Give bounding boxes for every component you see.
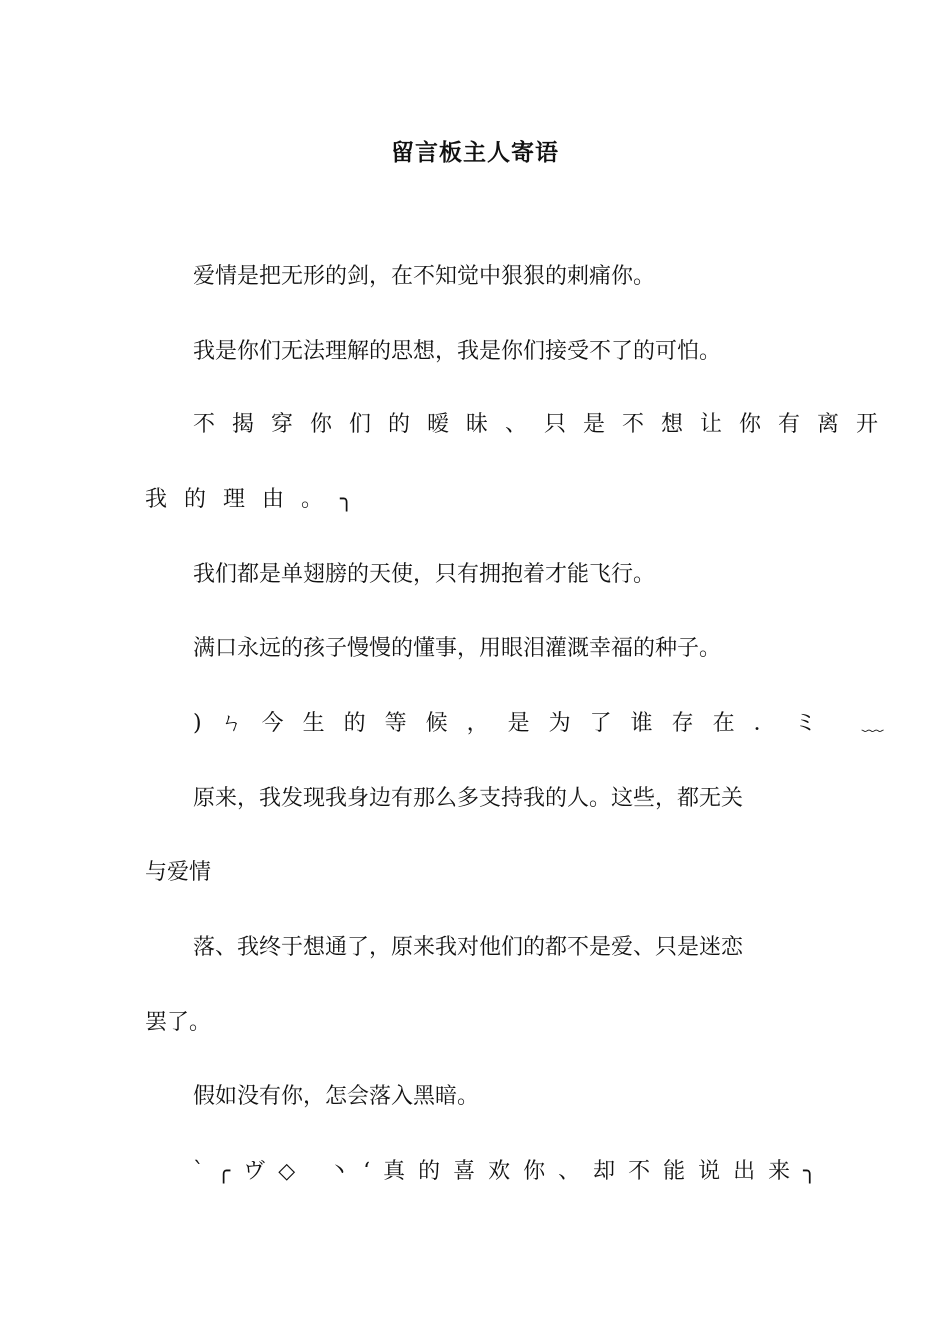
text-line: )ㄣ今生的等候，是为了谁存在．ミ ﹏ (193, 711, 903, 736)
text-line: 假如没有你，怎会落入黑暗。 (193, 1084, 480, 1109)
text-line: ˋ╭ヴ◇ 丶‘真的喜欢你、却不能说出来╮ (193, 1159, 830, 1184)
text-line: 我的理由。╮ (145, 487, 371, 512)
text-line: 与爱情 (145, 860, 212, 885)
text-line: 我们都是单翅膀的天使，只有拥抱着才能飞行。 (193, 562, 656, 587)
text-line: 我是你们无法理解的思想，我是你们接受不了的可怕。 (193, 339, 722, 364)
text-line: 爱情是把无形的剑，在不知觉中狠狠的刺痛你。 (193, 264, 656, 289)
text-line: 罢了。 (145, 1010, 212, 1035)
text-line: 落、我终于想通了，原来我对他们的都不是爱、只是迷恋 (193, 935, 744, 960)
text-line: 满口永远的孩子慢慢的懂事，用眼泪灌溉幸福的种子。 (193, 636, 722, 661)
text-line: 原来，我发现我身边有那么多支持我的人。这些，都无关 (193, 786, 744, 811)
text-line: 不揭穿你们的暧昧、只是不想让你有离开 (193, 412, 896, 437)
page-title: 留言板主人寄语 (391, 139, 559, 166)
